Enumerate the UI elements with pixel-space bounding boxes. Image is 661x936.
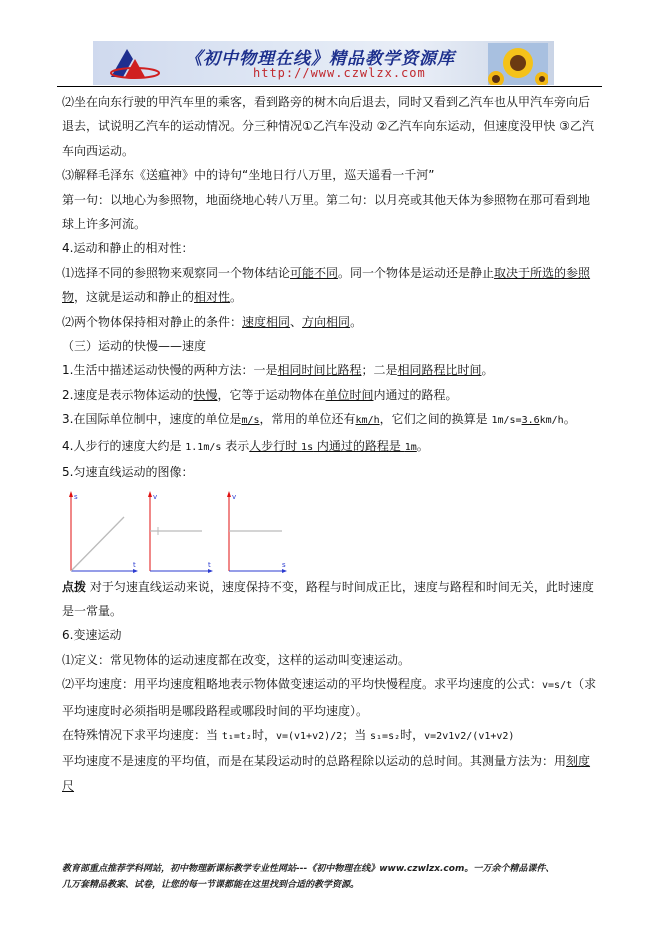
graphs-svg: [62, 487, 302, 575]
graph3-x-label: s: [282, 560, 286, 569]
paragraph-speed-4: 4.人步行的速度大约是 1.1m/s 表示人步行时 1s 内通过的路程是 1m。: [62, 438, 429, 453]
site-logo-icon: [101, 45, 161, 81]
graph1-x-label: t: [133, 560, 136, 569]
heading-speed: （三）运动的快慢——速度: [62, 339, 207, 354]
heading-uniform-motion-graphs: 5.匀速直线运动的图像：: [62, 465, 194, 480]
graph-v-t: [148, 491, 213, 573]
heading-relativity: 4.运动和静止的相对性：: [62, 241, 194, 256]
paragraph-average-vs-mean: 平均速度不是速度的平均值，而是在某段运动时的总路程除以运动的总时间。其测量方法为：用刻度尺: [62, 754, 591, 793]
graph3-y-label: v: [232, 492, 237, 501]
paragraph-relativity-1: ⑴选择不同的参照物来观察同一个物体结论可能不同。同一个物体是运动还是静止取决于所选的参照物，这就是运动和静止的相对性。: [62, 265, 591, 305]
graph-v-s: [227, 491, 287, 573]
paragraph-poem: ⑶解释毛泽东《送瘟神》中的诗句“坐地日行八万里，巡天遥看一千河”: [62, 168, 435, 183]
heading-variable-motion: 6.变速运动: [62, 628, 122, 643]
sunflower-icon: [488, 43, 548, 85]
graph1-y-label: s: [74, 492, 78, 501]
header-banner: [93, 41, 554, 85]
graph-s-t: [69, 491, 138, 573]
paragraph-relativity-2: ⑵两个物体保持相对静止的条件：速度相同、方向相同。: [62, 314, 363, 329]
document-body: [62, 90, 600, 798]
paragraph-car-question: ⑵坐在向东行驶的甲汽车里的乘客，看到路旁的树木向后退去，同时又看到乙汽车也从甲汽车旁向后退去，试说明乙汽车的运动情况。分三种情况①乙汽车没动 ②乙汽车向东运动，但速度没甲快 ③乙汽车向西运动。: [62, 95, 594, 158]
page-footer: [62, 861, 602, 893]
paragraph-special-cases: 在特殊情况下求平均速度：当 t₁=t₂时，v=(v1+v2)/2；当 s₁=s₂时，v=2v1v2/(v1+v2): [62, 727, 515, 742]
header-divider: [57, 86, 602, 87]
paragraph-average-speed: ⑵平均速度：用平均速度粗略地表示物体做变速运动的平均快慢程度。求平均速度的公式：v=s/t（求平均速度时必须指明是哪段路程或哪段时间的平均速度）。: [62, 677, 597, 718]
banner-url[interactable]: http://www.czwlzx.com: [253, 66, 426, 80]
footer-line-2: 几万套精品教案、试卷，让您的每一节课都能在这里找到合适的教学资源。: [62, 880, 360, 890]
banner-title: 《初中物理在线》精品教学资源库: [185, 49, 455, 69]
paragraph-poem-explanation: 第一句：以地心为参照物，地面绕地心转八万里。第二句：以月亮或其他天体为参照物在那可看到地球上许多河流。: [62, 192, 591, 232]
footer-line-1: 教育部重点推荐学科网站，初中物理新课标教学专业性网站---《初中物理在线》www.czwlzx.com。一万余个精品课件、: [62, 864, 555, 874]
graph2-x-label: t: [208, 560, 211, 569]
paragraph-variable-definition: ⑴定义：常见物体的运动速度都在改变，这样的运动叫变速运动。: [62, 652, 411, 667]
paragraph-speed-2: 2.速度是表示物体运动的快慢，它等于运动物体在单位时间内通过的路程。: [62, 387, 458, 402]
paragraph-speed-3: 3.在国际单位制中，速度的单位是m/s，常用的单位还有km/h，它们之间的换算是 1m/s=3.6km/h。: [62, 412, 576, 427]
paragraph-speed-1: 1.生活中描述运动快慢的两种方法：一是相同时间比路程；二是相同路程比时间。: [62, 363, 494, 378]
uniform-motion-graphs: [62, 487, 600, 575]
graph2-y-label: v: [153, 492, 158, 501]
paragraph-tip: 点拨 对于匀速直线运动来说，速度保持不变，路程与时间成正比，速度与路程和时间无关，此时速度是一常量。: [62, 579, 594, 618]
